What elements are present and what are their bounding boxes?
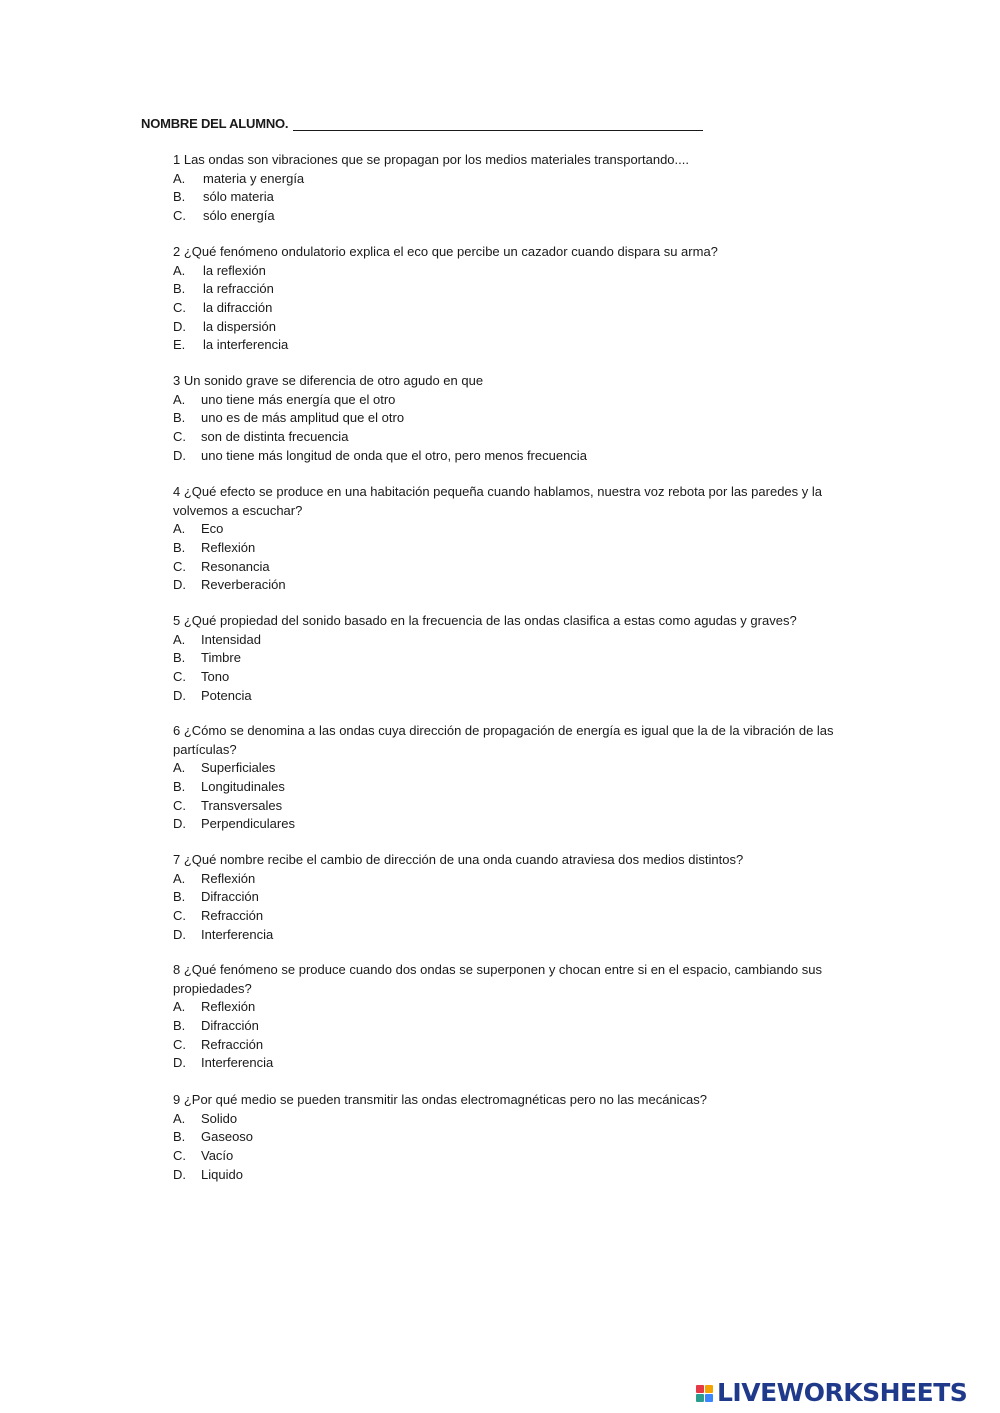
option-letter: B. xyxy=(173,1129,186,1145)
answer-option[interactable] xyxy=(173,520,863,539)
answer-option[interactable] xyxy=(173,870,863,889)
option-text: Interferencia xyxy=(201,1055,274,1071)
option-letter: D. xyxy=(173,318,186,334)
option-text: Liquido xyxy=(201,1166,243,1182)
question-stem: 1 Las ondas son vibraciones que se propagan por los medios materiales transportando.... xyxy=(173,152,689,167)
question-stem: 3 Un sonido grave se diferencia de otro agudo en que xyxy=(173,373,484,388)
question-stem: 6 ¿Cómo se denomina a las ondas cuya dirección de propagación de energía es igual que la de la vibración de las partículas? xyxy=(173,723,834,757)
option-text: Refracción xyxy=(201,908,264,924)
question-stem: 2 ¿Qué fenómeno ondulatorio explica el eco que percibe un cazador cuando dispara su arma? xyxy=(173,244,718,259)
question-1 xyxy=(173,151,863,226)
answer-option[interactable] xyxy=(173,668,863,687)
option-letter: C. xyxy=(173,208,186,224)
option-letter: C. xyxy=(173,1036,186,1052)
question-stem: 7 ¿Qué nombre recibe el cambio de dirección de una onda cuando atraviesa dos medios distintos? xyxy=(173,852,744,867)
option-text: Reflexión xyxy=(201,999,256,1015)
question-stem: 9 ¿Por qué medio se pueden transmitir las ondas electromagnéticas pero no las mecánicas? xyxy=(173,1092,708,1107)
answer-option[interactable] xyxy=(173,1036,863,1055)
answer-option[interactable] xyxy=(173,280,863,299)
answer-option[interactable] xyxy=(173,926,863,945)
answer-option[interactable] xyxy=(173,687,863,706)
answer-option[interactable] xyxy=(173,207,863,226)
answer-option[interactable] xyxy=(173,907,863,926)
option-letter: C. xyxy=(173,1148,186,1164)
option-text: la refracción xyxy=(203,281,274,297)
question-stem: 5 ¿Qué propiedad del sonido basado en la frecuencia de las ondas clasifica a estas como agudas y graves? xyxy=(173,613,797,628)
option-letter: D. xyxy=(173,1055,186,1071)
option-letter: D. xyxy=(173,926,186,942)
answer-option[interactable] xyxy=(173,797,863,816)
option-text: Reflexión xyxy=(201,540,256,556)
option-letter: B. xyxy=(173,189,186,205)
option-letter: A. xyxy=(173,999,186,1015)
answer-option[interactable] xyxy=(173,428,863,447)
question-5 xyxy=(173,612,863,705)
option-text: uno tiene más energía que el otro xyxy=(201,391,396,407)
option-text: Superficiales xyxy=(201,760,276,776)
option-text: Perpendiculares xyxy=(201,816,295,832)
answer-option[interactable] xyxy=(173,888,863,907)
option-text: son de distinta frecuencia xyxy=(201,429,349,445)
answer-option[interactable] xyxy=(173,318,863,337)
option-letter: B. xyxy=(173,779,186,795)
answer-option[interactable] xyxy=(173,539,863,558)
question-8 xyxy=(173,961,863,1073)
option-letter: B. xyxy=(173,650,186,666)
logo-square-v xyxy=(696,1394,704,1402)
option-text: sólo energía xyxy=(203,208,275,224)
answer-option[interactable] xyxy=(173,262,863,281)
answer-option[interactable] xyxy=(173,188,863,207)
answer-option[interactable] xyxy=(173,778,863,797)
answer-option[interactable] xyxy=(173,299,863,318)
student-name-label: NOMBRE DEL ALUMNO. xyxy=(141,116,289,131)
option-text: Reflexión xyxy=(201,870,256,886)
option-text: Refracción xyxy=(201,1036,264,1052)
question-7 xyxy=(173,851,863,944)
option-letter: B. xyxy=(173,889,186,905)
option-text: Resonancia xyxy=(201,558,270,574)
answer-option[interactable] xyxy=(173,1054,863,1073)
logo-square-l xyxy=(696,1385,704,1393)
answer-option[interactable] xyxy=(173,1166,863,1185)
question-4 xyxy=(173,483,863,595)
option-letter: C. xyxy=(173,300,186,316)
option-letter: D. xyxy=(173,447,186,463)
option-letter: A. xyxy=(173,760,186,776)
option-letter: B. xyxy=(173,410,186,426)
option-text: Difracción xyxy=(201,1018,259,1034)
option-text: uno tiene más longitud de onda que el otro, pero menos frecuencia xyxy=(201,447,587,463)
option-letter: D. xyxy=(173,687,186,703)
answer-option[interactable] xyxy=(173,1128,863,1147)
option-text: Timbre xyxy=(201,650,241,666)
option-letter: B. xyxy=(173,1018,186,1034)
option-letter: A. xyxy=(173,391,186,407)
option-text: Interferencia xyxy=(201,926,274,942)
option-text: sólo materia xyxy=(203,189,274,205)
option-text: la difracción xyxy=(203,300,273,316)
question-3 xyxy=(173,372,863,465)
option-letter: A. xyxy=(173,631,186,647)
question-2 xyxy=(173,243,863,355)
option-letter: D. xyxy=(173,816,186,832)
option-letter: E. xyxy=(173,337,186,353)
question-9 xyxy=(173,1091,863,1184)
liveworksheets-brand xyxy=(696,1378,994,1408)
option-text: Potencia xyxy=(201,687,252,703)
answer-option[interactable] xyxy=(173,1147,863,1166)
answer-option[interactable] xyxy=(173,1017,863,1036)
brand-name: LIVEWORKSHEETS xyxy=(717,1378,968,1407)
question-6 xyxy=(173,722,863,834)
option-text: Eco xyxy=(201,521,224,537)
answer-option[interactable] xyxy=(173,558,863,577)
liveworksheets-logo-icon xyxy=(696,1385,713,1402)
answer-option[interactable] xyxy=(173,1110,863,1129)
option-text: Tono xyxy=(201,669,230,685)
option-text: Vacío xyxy=(201,1148,234,1164)
option-letter: A. xyxy=(173,521,186,537)
option-letter: B. xyxy=(173,540,186,556)
option-text: Longitudinales xyxy=(201,779,285,795)
logo-square-i xyxy=(705,1385,713,1393)
option-letter: A. xyxy=(173,170,186,186)
answer-option[interactable] xyxy=(173,409,863,428)
answer-option[interactable] xyxy=(173,391,863,410)
option-text: Gaseoso xyxy=(201,1129,254,1145)
option-text: materia y energía xyxy=(203,170,305,186)
option-text: Intensidad xyxy=(201,631,261,647)
answer-option[interactable] xyxy=(173,998,863,1017)
option-letter: C. xyxy=(173,908,186,924)
option-text: Reverberación xyxy=(201,577,286,593)
question-stem: 4 ¿Qué efecto se produce en una habitación pequeña cuando hablamos, nuestra voz rebota por las paredes y la volvemos a escuchar? xyxy=(173,484,822,518)
option-letter: C. xyxy=(173,669,186,685)
option-text: la reflexión xyxy=(203,262,266,278)
option-letter: B. xyxy=(173,281,186,297)
answer-option[interactable] xyxy=(173,336,863,355)
option-letter: A. xyxy=(173,262,186,278)
answer-option[interactable] xyxy=(173,649,863,668)
option-text: uno es de más amplitud que el otro xyxy=(201,410,405,426)
answer-option[interactable] xyxy=(173,815,863,834)
option-text: Difracción xyxy=(201,889,259,905)
answer-option[interactable] xyxy=(173,447,863,466)
logo-square-e xyxy=(705,1394,713,1402)
question-stem: 8 ¿Qué fenómeno se produce cuando dos ondas se superponen y chocan entre si en el espacio, cambiando sus propiedades? xyxy=(173,962,822,996)
option-letter: D. xyxy=(173,1166,186,1182)
option-letter: C. xyxy=(173,558,186,574)
option-text: Transversales xyxy=(201,797,283,813)
answer-option[interactable] xyxy=(173,759,863,778)
answer-option[interactable] xyxy=(173,576,863,595)
option-letter: D. xyxy=(173,577,186,593)
answer-option[interactable] xyxy=(173,631,863,650)
option-letter: C. xyxy=(173,797,186,813)
option-letter: C. xyxy=(173,429,186,445)
answer-option[interactable] xyxy=(173,170,863,189)
option-letter: A. xyxy=(173,1110,186,1126)
option-text: Solido xyxy=(201,1110,238,1126)
option-text: la interferencia xyxy=(203,337,289,353)
option-letter: A. xyxy=(173,870,186,886)
option-text: la dispersión xyxy=(203,318,276,334)
